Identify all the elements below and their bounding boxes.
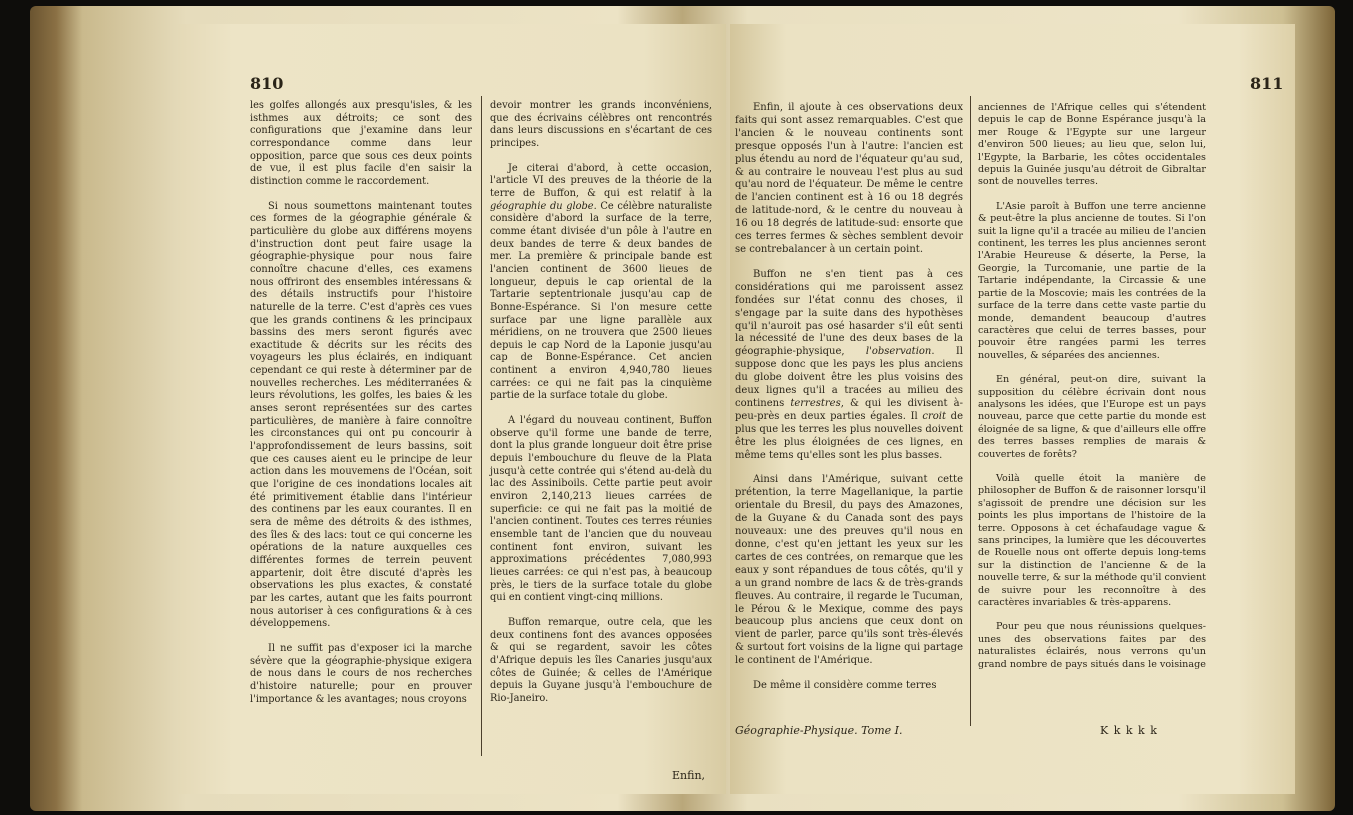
paragraph: En général, peut-on dire, suivant la supposition du célèbre écrivain dont nous analysons les idées, que l'Europe est un pays nouveau, parce que cette partie du monde est éloignée de sa ligne, & que d'ailleurs elle offre des terres basses remplies de marais & couvertes de forêts? (978, 374, 1206, 460)
paragraph: De même il considère comme terres (753, 680, 937, 692)
page-number-left: 810 (250, 74, 284, 93)
running-footer: Géographie-Physique. Tome I. (735, 724, 903, 737)
paragraph: A l'égard du nouveau continent, Buffon observe qu'il forme une bande de terre, dont la plus grande longueur doit être prise depuis l'embouchure du fleuve de la Plata jusqu'à cette contrée qui s'étend au-delà du lac des Assiniboils. Cette partie peut avoir environ 2,140,213 lieues carrées de superficie: ce qui ne fait pas la moitié de l'ancien continent. Toutes ces terres réunies ensemble tant de l'ancien que du nouveau continent font environ, suivant les approximations précédentes 7,080,993 lieues carrées: ce qui n'est pas, à beaucoup près, le tiers de la surface totale du globe qui en contient vingt-cinq millions. (490, 415, 712, 604)
paragraph: Voilà quelle étoit la manière de philosopher de Buffon & de raisonner lorsqu'il s'agissoit de prendre une décision sur les points les plus importans de l'histoire de la terre. Opposons à cet échafaudage vague & sans principes, la lumière que les découvertes de Rouelle nous ont offerte depuis long-tems sur la distinction de l'ancienne & de la nouvelle terre, & sur la méthode qu'il convient de suivre pour les reconnoître à des caractères invariables & très-apparens. (978, 472, 1206, 609)
paragraph: Je citerai d'abord, à cette occasion, l'article VI des preuves de la théorie de la terre de Buffon, & qui est relatif à la géographie du globe. Ce célèbre naturaliste considère d'abord la surface de la terre, comme étant divisée d'un pôle à l'autre en deux bandes de terre & deux bandes de mer. La première & principale bande est l'ancien continent de 3600 lieues de longueur, depuis le cap oriental de la Tartarie septentrionale jusqu'au cap de Bonne-Espérance. Si l'on mesure cette surface par une ligne parallèle aux méridiens, on ne trouvera que 2500 lieues depuis le cap Nord de la Laponie jusqu'au cap de Bonne-Espérance. Cet ancien continent a environ 4,940,780 lieues carrées: ce qui ne fait pas la cinquième partie de la surface totale du globe. (490, 162, 712, 402)
right-page (730, 24, 1295, 794)
page-number-right: 811 (1250, 74, 1284, 93)
left-column-2 (490, 100, 712, 718)
left-page (178, 24, 726, 794)
paragraph: Enfin, il ajoute à ces observations deux faits qui sont assez remarquables. C'est que l'ancien & le nouveau continents sont presque opposés l'un à l'autre: l'ancien est plus étendu au nord de l'équateur qu'au sud, & au contraire le nouveau l'est plus au sud qu'au nord de l'équateur. De même le centre de l'ancien continent est à 16 ou 18 degrés de latitude-nord, & le centre du nouveau à 16 ou 18 degrés de latitude-sud: ensorte que ces terres fermes & sèches semblent devoir se contrebalancer à un certain point. (735, 102, 963, 255)
paragraph: Buffon remarque, outre cela, que les deux continens font des avances opposées & qui se regardent, savoir les côtes d'Afrique depuis les îles Canaries jusqu'aux côtes de Guinée; & celles de l'Amérique depuis la Guyane jusqu'à l'embouchure de Rio-Janeiro. (490, 616, 712, 704)
paragraph: Buffon ne s'en tient pas à ces considérations qui me paroissent assez fondées sur l'état connu des choses, il s'engage par la suite dans des hypothèses qu'il n'auroit pas osé hasarder s'il eût senti la nécessité de l'une des deux bases de la géographie-physique, l'observation. Il suppose donc que les pays les plus anciens du globe doivent être les plus voisins des deux lignes qu'il a tracées au milieu des continens terrestres, & qui les divisent à-peu-près en deux parties égales. Il croit de plus que les terres les plus nouvelles doivent être les plus éloignées de ces lignes, en même tems qu'elles sont les plus basses. (735, 268, 964, 461)
catchword: Enfin, (672, 769, 706, 782)
paragraph: Il ne suffit pas d'exposer ici la marche sévère que la géographie-physique exigera de nous dans le cours de nos recherches d'histoire naturelle; pour en prouver l'importance & les avantages; nous croyons (250, 642, 472, 705)
open-book (30, 6, 1335, 811)
right-column-2 (978, 102, 1206, 683)
left-column-1 (250, 100, 472, 718)
paragraph: L'Asie paroît à Buffon une terre ancienne & peut-être la plus ancienne de toutes. Si l'on suit la ligne qu'il a tracée au milieu de l'ancien continent, les terres les plus anciennes seront l'Arabie Heureuse & déserte, la Perse, la Georgie, la Turcomanie, une partie de la Tartarie indépendante, la Circassie & une partie de la Moscovie; mais les contrées de la surface de la terre dans cette vaste partie du monde, demandent beaucoup d'autres caractères que celui de terres basses, pour pouvoir être rangées parmi les terres nouvelles, & séparées des anciennes. (978, 200, 1206, 361)
right-column-1 (735, 102, 963, 705)
column-rule (481, 96, 482, 756)
paragraph: les golfes allongés aux presqu'isles, & les isthmes aux détroits; ce sont des configurations que j'examine dans leur correspondance comme dans leur opposition, parce que sous ces deux points de vue, il est plus facile d'en saisir la distinction comme le raccordement. (250, 100, 472, 187)
column-rule (970, 96, 971, 726)
paragraph: Pour peu que nous réunissions quelques-unes des observations faites par des naturalistes éclairés, nous verrons qu'un grand nombre de pays situés dans le voisinage (978, 621, 1206, 670)
paragraph: devoir montrer les grands inconvéniens, que des écrivains célèbres ont rencontrés dans leurs discussions en s'écartant de ces principes. (490, 100, 712, 149)
paragraph: anciennes de l'Afrique celles qui s'étendent depuis le cap de Bonne Espérance jusqu'à la mer Rouge & l'Egypte sur une largeur d'environ 500 lieues; au lieu que, selon lui, l'Egypte, la Barbarie, les côtes occidentales depuis la Guinée jusqu'au détroit de Gibraltar sont de nouvelles terres. (978, 102, 1206, 188)
signature-mark: K k k k k (1100, 724, 1158, 737)
paragraph: Ainsi dans l'Amérique, suivant cette prétention, la terre Magellanique, la partie orientale du Bresil, du pays des Amazones, de la Guyane & du Canada sont des pays nouveaux: une des preuves qu'il nous en donne, c'est qu'en jettant les yeux sur les cartes de ces contrées, on remarque que les eaux y sont répandues de tous côtés, qu'il y a un grand nombre de lacs & de très-grands fleuves. Au contraire, il regarde le Tucuman, le Pérou & le Mexique, comme des pays beaucoup plus anciens que ceux dont on vient de parler, parce qu'ils sont très-élevés & surtout fort voisins de la ligne qui partage le continent de l'Amérique. (735, 474, 963, 667)
paragraph: Si nous soumettons maintenant toutes ces formes de la géographie générale & particulière du globe aux différens moyens d'instruction dont peut faire usage la géographie-physique pour nous faire connoître chacune d'elles, ces examens nous offriront des ensembles intéressans & des détails instructifs pour l'histoire naturelle de la terre. C'est d'après ces vues que les grands continens & les principaux bassins des mers seront figurés avec exactitude & décrits sur les récits des voyageurs les plus éclairés, en indiquant cependant ce qui reste à déterminer par de nouvelles recherches. Les méditerranées & leurs révolutions, les golfes, les baies & les anses seront représentées sur des cartes particulières, de manière à faire connoître les circonstances qui ont pu concourir à l'approfondissement de leurs bassins, soit que ces causes aient eu le principe de leur action dans les mouvemens de l'Océan, soit que l'origine de ces inondations locales ait été primitivement établie dans l'intérieur des continens par les eaux courantes. Il en sera de même des détroits & des isthmes, des îles & des lacs: tout ce qui concerne les opérations de la nature auxquelles ces différentes formes de terrein peuvent appartenir, doit être discuté d'après les observations les plus exactes, & constaté par les cartes, autant que les faits pourront nous autoriser à ces configurations & à ces développemens. (250, 200, 472, 630)
